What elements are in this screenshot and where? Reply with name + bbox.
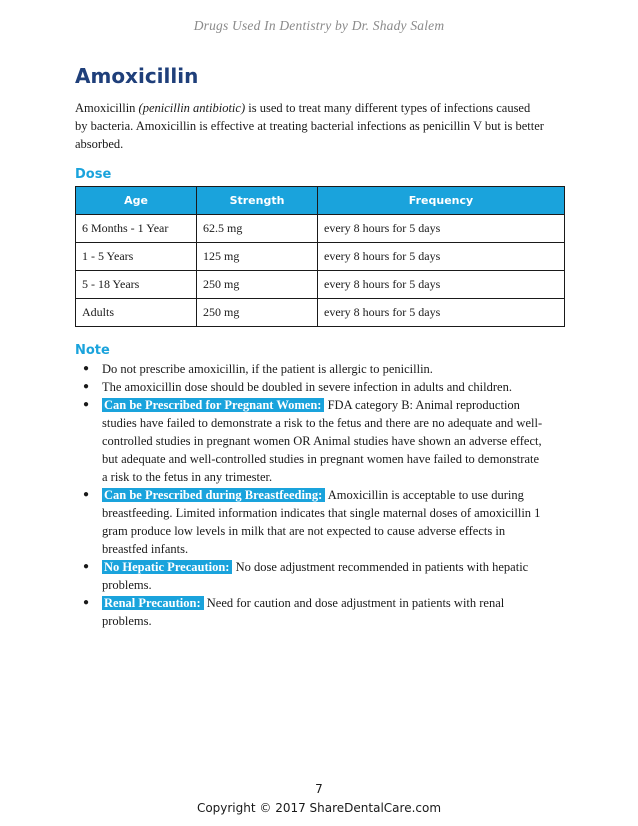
cell-strength: 125 mg xyxy=(197,243,318,271)
bullet-icon: ● xyxy=(83,381,90,392)
list-item xyxy=(75,486,545,558)
intro-paragraph xyxy=(75,99,545,153)
note-highlight-label: No Hepatic Precaution: xyxy=(102,560,232,574)
column-header-strength: Strength xyxy=(197,187,318,215)
cell-age: 6 Months - 1 Year xyxy=(76,215,197,243)
cell-age: Adults xyxy=(76,299,197,327)
running-header: Drugs Used In Dentistry by Dr. Shady Salem xyxy=(193,18,445,33)
cell-frequency: every 8 hours for 5 days xyxy=(318,299,565,327)
table-row xyxy=(76,243,565,271)
cell-age: 1 - 5 Years xyxy=(76,243,197,271)
column-header-age: Age xyxy=(76,187,197,215)
bullet-icon: ● xyxy=(83,363,90,374)
cell-strength: 250 mg xyxy=(197,271,318,299)
list-item xyxy=(75,378,545,396)
cell-age: 5 - 18 Years xyxy=(76,271,197,299)
cell-strength: 62.5 mg xyxy=(197,215,318,243)
note-highlight-label: Can be Prescribed during Breastfeeding: xyxy=(102,488,325,502)
note-text: Amoxicillin is acceptable to use during breastfeeding. Limited information indicates that single maternal doses of amoxicillin 1 gram produce low levels in milk that are not expected to cause adverse effects in breastfed infants. xyxy=(102,488,541,556)
dose-heading: Dose xyxy=(75,167,112,182)
cell-frequency: every 8 hours for 5 days xyxy=(318,215,565,243)
bullet-icon: ● xyxy=(83,597,90,608)
note-highlight-label: Can be Prescribed for Pregnant Women: xyxy=(102,398,324,412)
note-text: Need for caution and dose adjustment in patients with renal problems. xyxy=(102,596,505,628)
list-item xyxy=(75,558,545,594)
note-text: The amoxicillin dose should be doubled in severe infection in adults and children. xyxy=(102,380,512,394)
intro-text: is used to treat many different types of infections caused by bacteria. Amoxicillin is effective at treating bacterial infections as penicillin V but is better absorbed. xyxy=(75,101,544,151)
dose-table-header-row xyxy=(76,187,565,215)
cell-strength: 250 mg xyxy=(197,299,318,327)
intro-drug-name: Amoxicillin xyxy=(75,101,136,115)
bullet-icon: ● xyxy=(83,399,90,410)
table-row xyxy=(76,215,565,243)
copyright-footer: Copyright © 2017 ShareDentalCare.com xyxy=(196,801,442,815)
dose-table xyxy=(75,186,565,327)
bullet-icon: ● xyxy=(83,489,90,500)
column-header-frequency: Frequency xyxy=(318,187,565,215)
cell-frequency: every 8 hours for 5 days xyxy=(318,271,565,299)
list-item xyxy=(75,594,545,630)
note-highlight-label: Renal Precaution: xyxy=(102,596,204,610)
list-item xyxy=(75,360,545,378)
note-heading: Note xyxy=(75,343,110,358)
table-row xyxy=(76,271,565,299)
drug-title: Amoxicillin xyxy=(75,64,199,88)
page-number: 7 xyxy=(315,782,323,796)
note-text: No dose adjustment recommended in patients with hepatic problems. xyxy=(102,560,529,592)
note-text: Do not prescribe amoxicillin, if the patient is allergic to penicillin. xyxy=(102,362,433,376)
table-row xyxy=(76,299,565,327)
note-list xyxy=(75,360,545,630)
list-item xyxy=(75,396,545,486)
intro-drug-class: (penicillin antibiotic) xyxy=(138,101,246,115)
cell-frequency: every 8 hours for 5 days xyxy=(318,243,565,271)
note-text: FDA category B: Animal reproduction studies have failed to demonstrate a risk to the fetus and there are no adequate and well-controlled studies in pregnant women OR Animal studies have shown an adverse effect, but adequate and well-controlled studies in pregnant women have failed to demonstrate a risk to the fetus in any trimester. xyxy=(102,398,543,484)
bullet-icon: ● xyxy=(83,561,90,572)
